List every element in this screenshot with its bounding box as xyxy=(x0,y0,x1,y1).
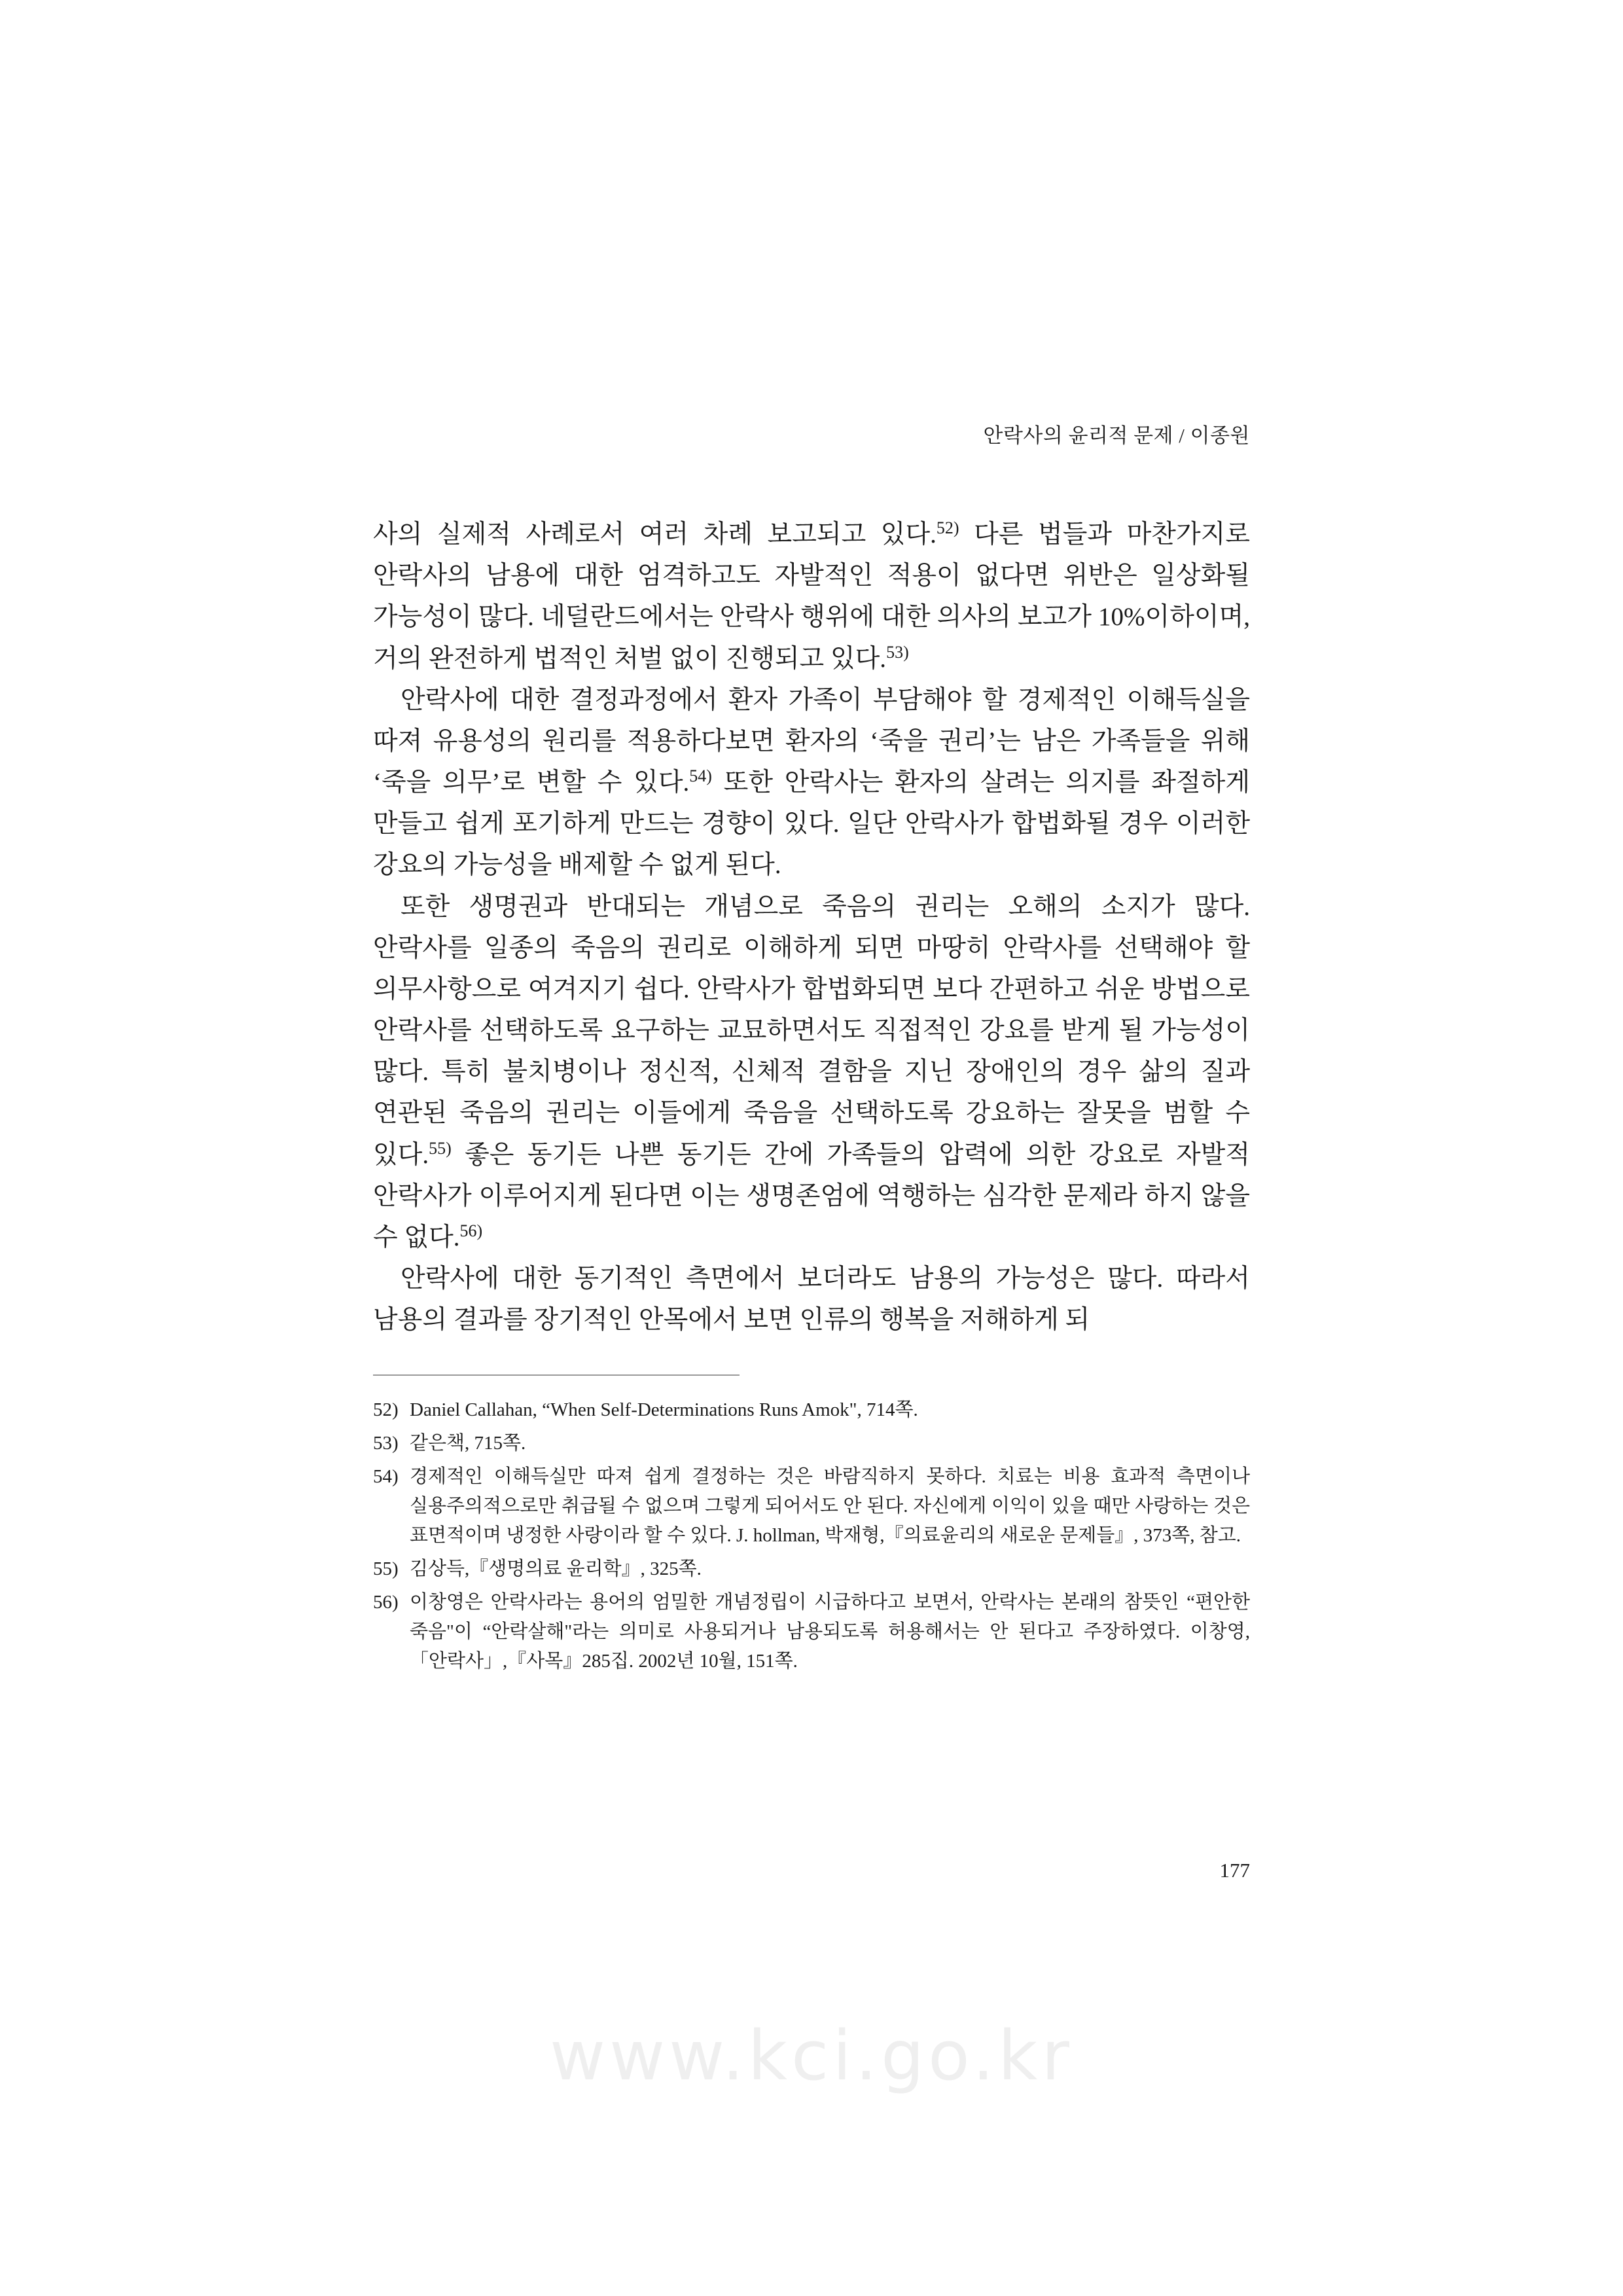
footnote-reference[interactable]: 54) xyxy=(689,766,712,786)
footnote-item xyxy=(373,1462,1250,1551)
footnote-reference[interactable]: 53) xyxy=(886,642,909,662)
text-run: 안락사에 대한 결정과정에서 환자 가족이 부담해야 할 경제적인 이해득실을 따져 유용성의 원리를 적용하다보면 환자의 ‘죽을 권리’는 남은 가족들을 위해 ‘죽을 의무’로 변할 수 있다. xyxy=(373,685,1250,797)
text-run: 좋은 동기든 나쁜 동기든 간에 가족들의 압력에 의한 강요로 자발적 안락사가 이루어지게 된다면 이는 생명존엄에 역행하는 심각한 문제라 하지 않을 수 없다. xyxy=(373,1140,1250,1251)
page-content xyxy=(373,419,1250,1680)
body-paragraph xyxy=(373,886,1250,1259)
footnote-separator xyxy=(373,1374,740,1376)
footnote-item xyxy=(373,1429,1250,1458)
text-run: 또한 안락사는 환자의 살려는 의지를 좌절하게 만들고 쉽게 포기하게 만드는 경향이 있다. 일단 안락사가 합법화될 경우 이러한 강요의 가능성을 배제할 수 없게 된다. xyxy=(373,768,1251,880)
body-paragraph xyxy=(373,679,1250,886)
footnote-text: Daniel Callahan, “When Self-Determinations Runs Amok", 714쪽. xyxy=(410,1399,918,1421)
footnote-marker: 54) xyxy=(373,1466,399,1488)
text-run: 안락사에 대한 동기적인 측면에서 보더라도 남용의 가능성은 많다. 따라서 남용의 결과를 장기적인 안목에서 보면 인류의 행복을 저해하게 되 xyxy=(373,1265,1250,1335)
footnote-list xyxy=(373,1395,1250,1676)
footnote-reference[interactable]: 52) xyxy=(936,518,959,537)
running-head: 안락사의 윤리적 문제 / 이종원 xyxy=(983,424,1250,447)
footnote-marker: 55) xyxy=(373,1558,399,1580)
footnote-text: 경제적인 이해득실만 따져 쉽게 결정하는 것은 바람직하지 못하다. 치료는 비용 효과적 측면이나 실용주의적으로만 취급될 수 없으며 그렇게 되어서도 안 된다. 자신에게 이익이 있을 때만 사랑하는 것은 표면적이며 냉정한 사랑이라 할 수 있다. J. hollman, 박재형,『의료윤리의 새로운 문제들』, 373쪽, 참고. xyxy=(410,1466,1250,1547)
text-run: 사의 실제적 사례로서 여러 차례 보고되고 있다. xyxy=(373,520,936,548)
footnote-marker: 52) xyxy=(373,1399,399,1421)
footnote-text: 이창영은 안락사라는 용어의 엄밀한 개념정립이 시급하다고 보면서, 안락사는 본래의 참뜻인 “편안한 죽음"이 “안락살해"라는 의미로 사용되거나 남용되도록 허용해서는 안 된다고 주장하였다. 이창영,「안락사」,『사목』285집. 2002년 10월, 151쪽. xyxy=(410,1592,1250,1672)
footnote-item xyxy=(373,1554,1250,1584)
footnote-text: 김상득,『생명의료 윤리학』, 325쪽. xyxy=(410,1558,702,1580)
watermark: www.kci.go.kr xyxy=(550,2016,1073,2096)
footnote-text: 같은책, 715쪽. xyxy=(410,1433,526,1454)
footnote-item xyxy=(373,1588,1250,1676)
footnote-reference[interactable]: 56) xyxy=(459,1221,483,1240)
footnote-reference[interactable]: 55) xyxy=(429,1138,452,1158)
footnote-marker: 53) xyxy=(373,1433,399,1454)
text-run: 다른 법들과 마찬가지로 안락사의 남용에 대한 엄격하고도 자발적인 적용이 없다면 위반은 일상화될 가능성이 많다. 네덜란드에서는 안락사 행위에 대한 의사의 보고가 10%이하이며, 거의 완전하게 법적인 처벌 없이 진행되고 있다. xyxy=(373,520,1250,673)
footnote-marker: 56) xyxy=(373,1592,399,1613)
text-run: 또한 생명권과 반대되는 개념으로 죽음의 권리는 오해의 소지가 많다. 안락사를 일종의 죽음의 권리로 이해하게 되면 마땅히 안락사를 선택해야 할 의무사항으로 여겨지기 쉽다. 안락사가 합법화되면 보다 간편하고 쉬운 방법으로 안락사를 선택하도록 요구하는 교묘하면서도 직접적인 강요를 받게 될 가능성이 많다. 특히 불치병이나 정신적, 신체적 결함을 지닌 장애인의 경우 삶의 질과 연관된 죽음의 권리는 이들에게 죽음을 선택하도록 강요하는 잘못을 범할 수 있다. xyxy=(373,892,1250,1169)
body-text xyxy=(373,514,1250,1340)
footnote-item xyxy=(373,1395,1250,1425)
body-paragraph xyxy=(373,1258,1250,1340)
page-number: 177 xyxy=(1219,1859,1250,1882)
body-paragraph xyxy=(373,514,1250,679)
